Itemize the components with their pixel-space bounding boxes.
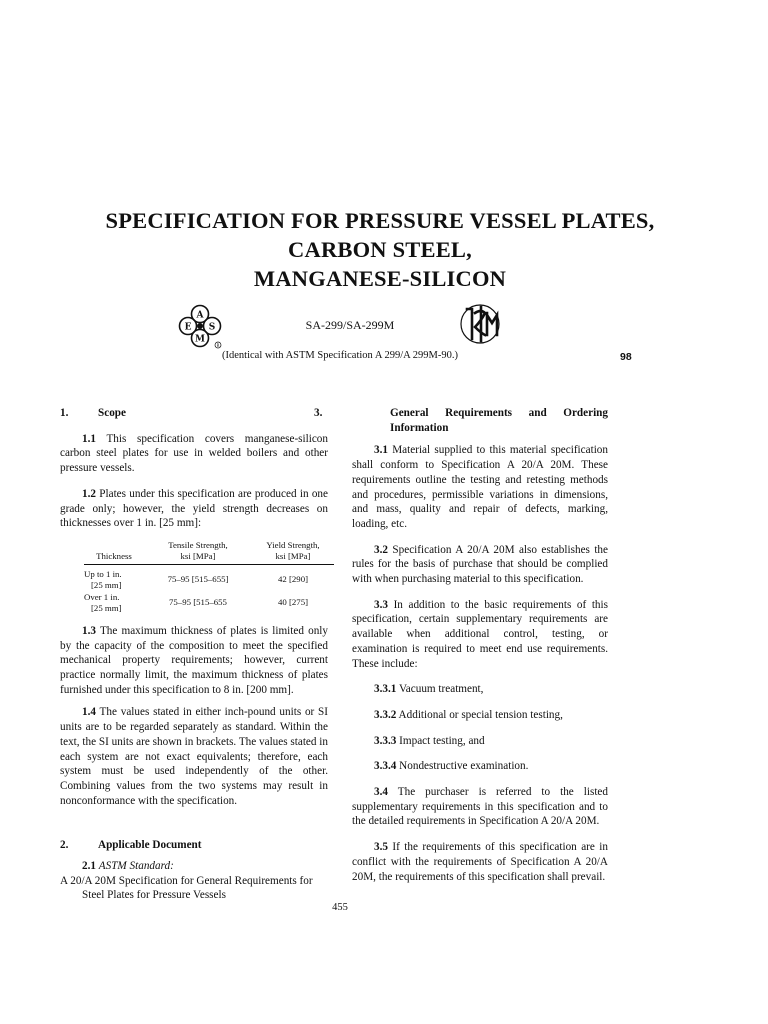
referenced-document: A 20/A 20M Specification for General Requirements for Steel Plates for Pressure Vessels [60, 874, 313, 902]
title-line-2: CARBON STEEL, [288, 237, 472, 262]
paragraph-3-3: 3.3 In addition to the basic requirements of this specification, certain supplementary requirements are available when additional control, testing, or examination is required to meet end use requirements. These include: [352, 598, 608, 670]
astm-logo-icon [459, 303, 501, 345]
svg-text:R: R [216, 342, 220, 348]
document-title [60, 206, 700, 293]
table-cell-tensile: 75–95 [515–655] [167, 574, 229, 585]
table-header-row [84, 540, 334, 565]
paragraph-3-1: 3.1 Material supplied to this material specification shall conform to Specification A 20/A 20M. These requirements outline the testing and retesting methods and procedures, permissible variations in dimensions, and mass, quality and repair of defects, marking, loading, etc. [352, 444, 608, 530]
paragraph-1-3: 1.3 The maximum thickness of plates is limited only by the capacity of the composition to meet the specified mechanical property requirements; however, current practice normally limit, the maximum thickness of plates furnished under this specification to 8 in. [200 mm]. [60, 624, 328, 696]
table-cell-yield: 42 [290] [277, 574, 309, 585]
svg-text:M: M [195, 334, 205, 345]
yield-header: Yield Strength, ksi [MPa] [252, 540, 334, 565]
title-line-1: SPECIFICATION FOR PRESSURE VESSEL PLATES, [105, 208, 655, 233]
section-3-heading: 3. General Requirements and Ordering Information [314, 407, 608, 434]
title-line-3: MANGANESE-SILICON [253, 266, 507, 291]
item-3-3-4: 3.3.4 Nondestructive examination. [374, 760, 529, 773]
right-column [314, 406, 608, 884]
paragraph-2-1: 2.1 ASTM Standard: [82, 860, 174, 873]
svg-text:A: A [196, 310, 204, 321]
item-3-3-1: 3.3.1 Vacuum treatment, [374, 683, 484, 696]
identical-note: (Identical with ASTM Specification A 299/A 299M-90.) [222, 350, 458, 361]
paragraph-3-2: 3.2 Specification A 20/A 20M also establishes the rules for the basis of purchase that should be complied with when purchasing material to this specification. [352, 543, 608, 586]
page-number: 455 [332, 902, 348, 913]
item-3-3-3: 3.3.3 Impact testing, and [374, 734, 485, 747]
section-2-heading: 2. Applicable Document [60, 839, 202, 852]
table-row [84, 591, 334, 614]
thickness-header: Thickness [84, 540, 144, 565]
paragraph-1-2: 1.2 Plates under this specification are produced in one grade only; however, the yield strength decreases on thicknesses over 1 in. [25 mm]: [60, 487, 328, 530]
svg-text:E: E [184, 322, 192, 333]
asme-logo-icon [177, 303, 223, 349]
year-mark: 98 [620, 351, 632, 363]
table-cell-tensile: 75–95 [515–655 [169, 596, 227, 607]
spec-number: SA-299/SA-299M [305, 318, 395, 332]
table-cell-yield: 40 [275] [277, 596, 309, 607]
table-cell-thickness: Over 1 in. [25 mm] [84, 591, 122, 613]
paragraph-3-5: 3.5 If the requirements of this specification are in conflict with the requirements of Specification A 20/A 20M, the requirements of this specification shall prevail. [352, 841, 608, 883]
section-1-heading: 1. Scope [60, 407, 126, 419]
paragraph-3-4: 3.4 The purchaser is referred to the listed supplementary requirements in this specification and to the detailed requirements in Specification A 20/A 20M. [352, 786, 608, 828]
paragraph-1-4: 1.4 The values stated in either inch-pound units or SI units are to be regarded separately as standard. Within the text, the SI units are shown in brackets. The values stated in each system are not exact equivalents; therefore, each system must be used independently of the other. Combining values from the two systems may result in nonconformance with the specification. [60, 706, 328, 807]
svg-text:S: S [208, 322, 216, 333]
left-column [60, 406, 328, 903]
strength-table [84, 540, 334, 614]
table-row [84, 564, 334, 591]
tensile-header: Tensile Strength, ksi [MPa] [144, 540, 252, 565]
paragraph-1-1: 1.1 This specification covers manganese-silicon carbon steel plates for use in welded boilers and other pressure vessels. [60, 432, 328, 475]
table-cell-thickness: Up to 1 in. [25 mm] [84, 568, 122, 590]
item-3-3-2: 3.3.2 Additional or special tension testing, [374, 708, 563, 721]
